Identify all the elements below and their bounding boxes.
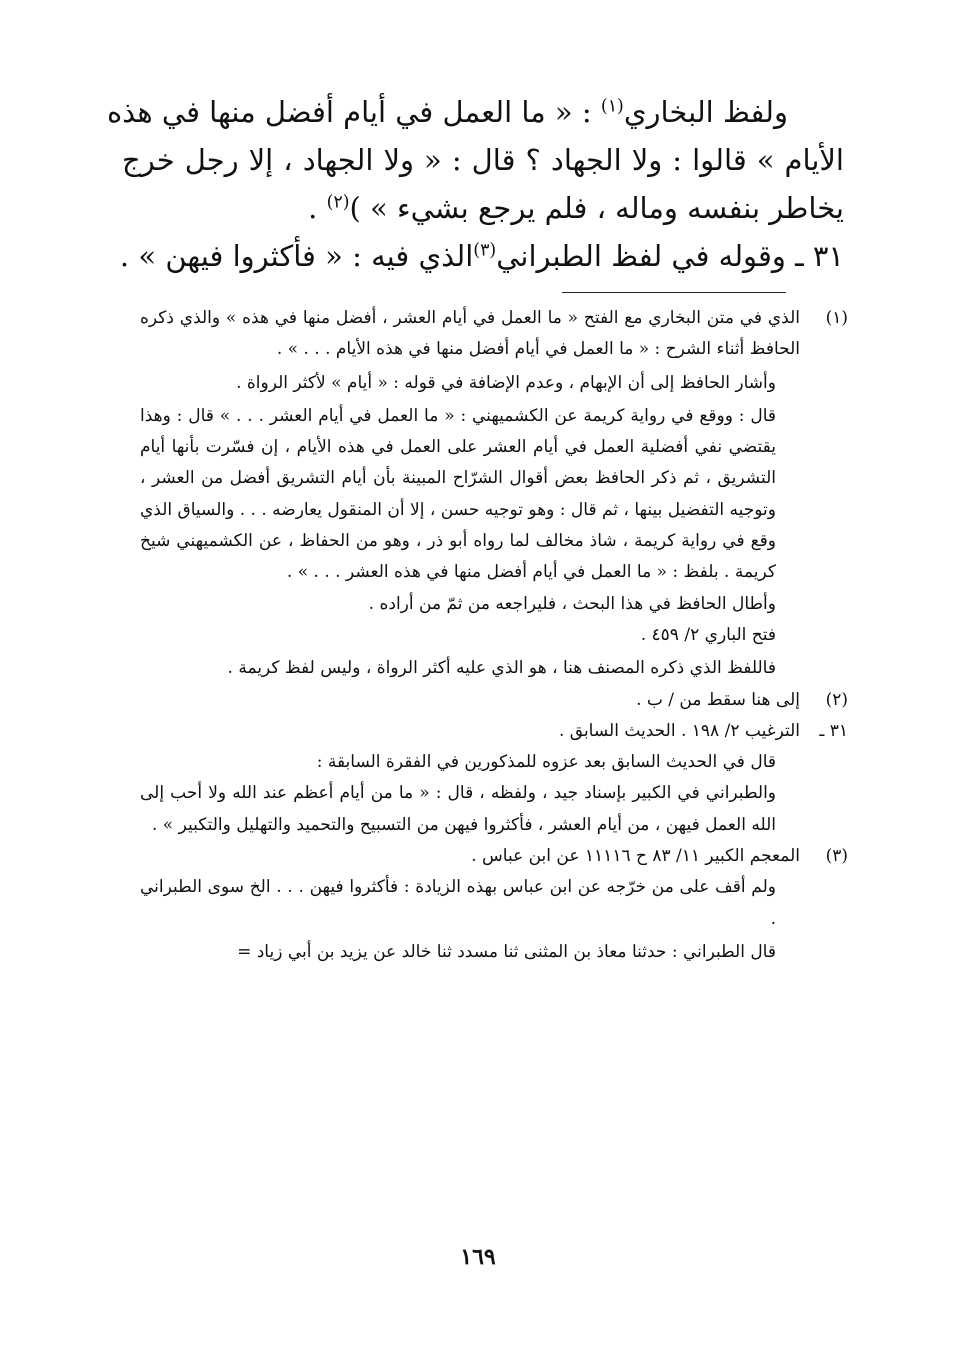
footnote-paragraph: فاللفظ الذي ذكره المصنف هنا ، هو الذي عليه أكثر الرواة ، وليس لفظ كريمة .: [227, 658, 776, 679]
footnote-paragraph: ولم أقف على من خرّجه عن ابن عباس بهذه الزيادة : فأكثروا فيهن . . . الخ سوى الطبراني .: [140, 877, 776, 929]
footnote-number: (١): [825, 308, 848, 328]
main-line-3: [122, 184, 844, 232]
main-line-4-rest: الذي فيه : « فأكثروا فيهن » .: [119, 239, 474, 273]
footnote-3: [140, 841, 848, 968]
footnote-number: (٢): [825, 689, 848, 710]
footnote-paragraph: الذي في متن البخاري مع الفتح « ما العمل في أيام العشر ، أفضل منها في هذه » والذي ذكره الحافظ أثناء الشرح : « ما العمل في أيام أفضل منها في هذه الأيام . . . » .: [140, 308, 800, 360]
footnote-paragraph: والطبراني في الكبير بإسناد جيد ، ولفظه ، قال : « ما من أيام أعظم عند الله ولا أحب إلى الله العمل فيهن ، من أيام العشر ، فأكثروا فيهن من التسبيح والتحميد والتهليل والتكبير » .: [140, 783, 776, 835]
footnote-separator: [562, 292, 786, 293]
main-line-4: [119, 232, 844, 280]
footnote-2: [140, 685, 848, 716]
page-number: ١٦٩: [460, 1244, 496, 1270]
footnote-paragraph: وأطال الحافظ في هذا البحث ، فليراجعه من ثمّ من أراده .: [368, 593, 776, 614]
footnote-number: (٣): [825, 846, 848, 867]
footnote-paragraph: قال في الحديث السابق بعد عزوه للمذكورين في الفقرة السابقة :: [316, 752, 776, 773]
footnote-paragraph: وأشار الحافظ إلى أن الإبهام ، وعدم الإضافة في قوله : « أيام » لأكثر الرواة .: [236, 372, 776, 393]
main-line-1-rest: : « ما العمل في أيام أفضل منها في هذه: [106, 95, 601, 129]
footnote-paragraph: قال : ووقع في رواية كريمة عن الكشميهني : « ما العمل في أيام العشر . . . » قال : وهذا يقتضي نفي أفضلية العمل في أيام العشر على العمل في هذه الأيام ، إن فسّرت بأنها أيام التشريق ، ثم ذكر الحافظ بعض أقوال الشرّاح المبينة بأن أيام التشريق أفضل من العشر ، وتوجيه التفضيل بينها ، ثم قال : وهو توجيه حسن ، إلا أن المنقول يعارضه . . . والسياق الذي وقع في رواية كريمة ، شاذ مخالف لما رواه أبو ذر ، وهو من الحفاظ ، عن الكشميهني شيخ كريمة . بلفظ : « ما العمل في أيام أفضل منها في هذه العشر . . . » .: [140, 405, 776, 583]
footnotes: [140, 303, 848, 968]
footnote-1: [140, 303, 848, 685]
footnote-paragraph: إلى هنا سقط من / ب .: [636, 689, 800, 710]
main-line-3-rest: .: [308, 191, 327, 225]
footnote-number: ٣١ ـ: [819, 720, 848, 741]
footnote-paragraph: الترغيب ٢/ ١٩٨ . الحديث السابق .: [558, 720, 800, 741]
main-line-1: [106, 88, 844, 136]
main-line-1-text: ولفظ البخاري: [623, 95, 788, 129]
footnote-paragraph: قال الطبراني : حدثنا معاذ بن المثنى ثنا مسدد ثنا خالد عن يزيد بن أبي زياد =: [237, 941, 776, 962]
footnote-ref-1[interactable]: (١): [600, 96, 624, 117]
main-line-3-text: يخاطر بنفسه وماله ، فلم يرجع بشيء » ): [349, 191, 844, 225]
footnote-ref-2[interactable]: (٢): [326, 192, 350, 213]
footnote-source: فتح الباري ٢/ ٤٥٩ .: [640, 624, 776, 645]
main-text: [106, 88, 844, 280]
main-line-2: الأيام » قالوا : ولا الجهاد ؟ قال : « ولا الجهاد ، إلا رجل خرج: [122, 143, 844, 177]
footnote-ref-3[interactable]: (٣): [473, 240, 497, 261]
main-line-4-text: ٣١ ـ وقوله في لفظ الطبراني: [496, 239, 844, 273]
footnote-31: [140, 716, 848, 841]
footnote-paragraph: المعجم الكبير ١١/ ٨٣ ح ١١١١٦ عن ابن عباس .: [471, 846, 800, 867]
